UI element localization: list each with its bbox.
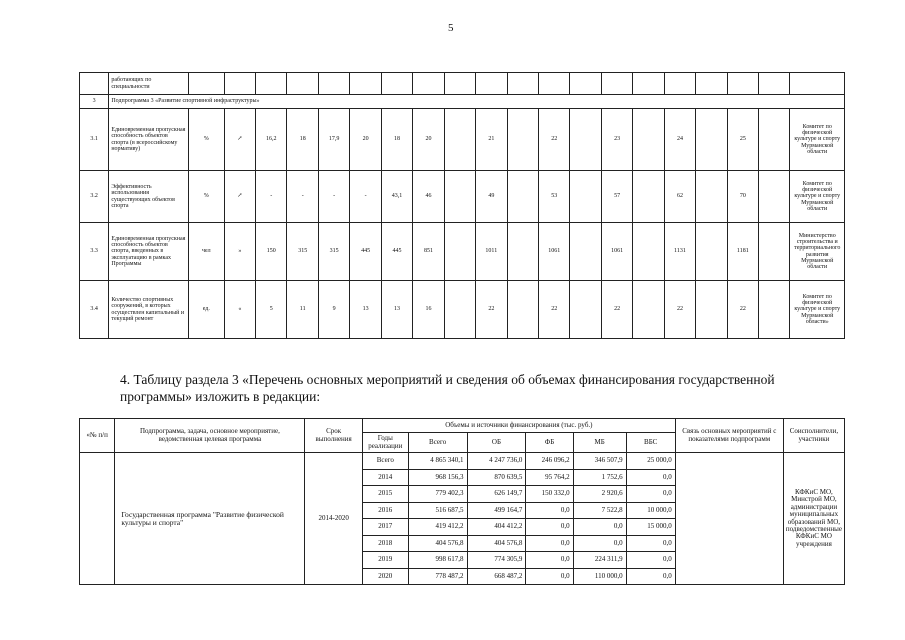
indicator-value: 13 — [350, 281, 381, 339]
indicator-value: - — [350, 171, 381, 223]
responsible: Комитет по физической культуре и спорту Мурманской области — [790, 171, 845, 223]
row-number: 3.2 — [80, 171, 109, 223]
vbs-value: 0,0 — [626, 469, 675, 486]
fb-value: 150 332,0 — [526, 486, 573, 503]
indicator-value: 57 — [601, 171, 632, 223]
page-number: 5 — [448, 22, 454, 34]
indicator-value — [538, 73, 569, 95]
indicator-value — [696, 73, 727, 95]
year: Всего — [362, 453, 408, 470]
total-value: 404 576,8 — [408, 535, 467, 552]
vbs-value: 0,0 — [626, 535, 675, 552]
year: 2016 — [362, 502, 408, 519]
indicator-value: 46 — [413, 171, 444, 223]
mb-value: 7 522,8 — [573, 502, 626, 519]
year: 2015 — [362, 486, 408, 503]
indicator-value: 16 — [413, 281, 444, 339]
indicator-value: 22 — [601, 281, 632, 339]
responsible: Министерство строительства и территориального развития Мурманской области — [790, 223, 845, 281]
indicator-value: - — [287, 171, 318, 223]
indicator-name: Количество спортивных сооружений, в которых осуществлен капитальный и текущий ремонт — [109, 281, 189, 339]
indicator-value: 1061 — [601, 223, 632, 281]
header-program: Подпрограмма, задача, основное мероприятие, ведомственная целевая программа — [115, 419, 305, 453]
financing-row — [80, 453, 845, 470]
indicator-name: Единовременная пропускная способность объектов спорта (в всероссийскому нормативу) — [109, 109, 189, 171]
indicator-value — [318, 73, 349, 95]
vbs-value: 25 000,0 — [626, 453, 675, 470]
indicator-value: 1061 — [538, 223, 569, 281]
section-heading: 4. Таблицу раздела 3 «Перечень основных мероприятий и сведения об объемах финансирования государственной программы» изложить в редакции: — [120, 372, 775, 404]
row-number: 3.3 — [80, 223, 109, 281]
year: 2017 — [362, 519, 408, 536]
ob-value: 774 305,9 — [467, 552, 526, 569]
fb-value: 0,0 — [526, 568, 573, 585]
indicator-value: 20 — [350, 109, 381, 171]
indicator-value — [727, 73, 758, 95]
indicator-value — [413, 73, 444, 95]
indicator-value: 21 — [476, 109, 507, 171]
mb-value: 224 311,9 — [573, 552, 626, 569]
indicator-value: 150 — [256, 223, 287, 281]
indicator-value — [381, 73, 412, 95]
year: 2019 — [362, 552, 408, 569]
row-number: 3.4 — [80, 281, 109, 339]
vbs-value: 0,0 — [626, 568, 675, 585]
indicator-value — [444, 109, 475, 171]
header-years: Годы реализации — [362, 433, 408, 453]
total-value: 779 402,3 — [408, 486, 467, 503]
indicator-value — [664, 73, 695, 95]
indicator-value: 49 — [476, 171, 507, 223]
indicator-value: 53 — [538, 171, 569, 223]
fb-value: 0,0 — [526, 502, 573, 519]
indicator-value — [444, 281, 475, 339]
indicator-value: 22 — [538, 109, 569, 171]
mb-value: 0,0 — [573, 535, 626, 552]
program-name: Государственная программа "Развитие физической культуры и спорта" — [115, 453, 305, 585]
indicator-value: 24 — [664, 109, 695, 171]
ob-value: 668 487,2 — [467, 568, 526, 585]
indicator-value: 16,2 — [256, 109, 287, 171]
link-value — [675, 453, 783, 585]
row-number — [80, 73, 109, 95]
year: 2020 — [362, 568, 408, 585]
indicator-value — [570, 73, 601, 95]
indicators-table — [79, 72, 845, 339]
indicator-value — [759, 171, 790, 223]
header-total: Всего — [408, 433, 467, 453]
total-value: 516 687,5 — [408, 502, 467, 519]
mb-value: 0,0 — [573, 519, 626, 536]
indicator-value — [759, 73, 790, 95]
unit: ед. — [188, 281, 224, 339]
header-num: «№ п/п — [80, 419, 115, 453]
year: 2014 — [362, 469, 408, 486]
indicator-value — [507, 223, 538, 281]
ob-value: 870 639,5 — [467, 469, 526, 486]
indicator-value: 1131 — [664, 223, 695, 281]
dynamics: « — [224, 281, 255, 339]
indicator-value: 62 — [664, 171, 695, 223]
ob-value: 626 149,7 — [467, 486, 526, 503]
header-executors: Соисполнители, участники — [783, 419, 844, 453]
header-fb: ФБ — [526, 433, 573, 453]
indicator-value — [633, 281, 664, 339]
ob-value: 404 412,2 — [467, 519, 526, 536]
subprogram-title: Подпрограмма 3 «Развитие спортивной инфраструктуры» — [109, 95, 845, 109]
indicator-value: 25 — [727, 109, 758, 171]
ob-value: 404 576,8 — [467, 535, 526, 552]
indicator-value: 23 — [601, 109, 632, 171]
indicator-value — [507, 171, 538, 223]
indicator-value — [759, 223, 790, 281]
ob-value: 4 247 736,0 — [467, 453, 526, 470]
indicator-value — [759, 281, 790, 339]
indicator-value: 315 — [318, 223, 349, 281]
indicator-value — [350, 73, 381, 95]
executors-value: КФКиС МО, Минстрой МО, администрации муниципальных образований МО, подведомственные КФКиС МО учреждения — [783, 453, 844, 585]
indicator-value: 43,1 — [381, 171, 412, 223]
indicator-value: 20 — [413, 109, 444, 171]
indicator-value — [633, 223, 664, 281]
indicator-value — [633, 109, 664, 171]
indicator-value — [601, 73, 632, 95]
indicator-value — [696, 223, 727, 281]
dynamics: ↗ — [224, 171, 255, 223]
indicator-value: 22 — [727, 281, 758, 339]
mb-value: 2 920,6 — [573, 486, 626, 503]
mb-value: 1 752,6 — [573, 469, 626, 486]
indicator-value: 9 — [318, 281, 349, 339]
indicator-value — [256, 73, 287, 95]
indicator-value: 70 — [727, 171, 758, 223]
fb-value: 95 764,2 — [526, 469, 573, 486]
indicator-value: 22 — [664, 281, 695, 339]
responsible — [790, 73, 845, 95]
mb-value: 346 507,9 — [573, 453, 626, 470]
dynamics: » — [224, 223, 255, 281]
mb-value: 110 000,0 — [573, 568, 626, 585]
fb-value: 0,0 — [526, 552, 573, 569]
indicator-name: Единовременная пропускная способность объектов спорта, введенных в эксплуатацию в рамках Программы — [109, 223, 189, 281]
indicator-value — [696, 281, 727, 339]
indicator-value: 18 — [287, 109, 318, 171]
fb-value: 246 096,2 — [526, 453, 573, 470]
indicator-value: 22 — [538, 281, 569, 339]
responsible: Комитет по физической культуре и спорту Мурманской области» — [790, 281, 845, 339]
indicator-value — [633, 171, 664, 223]
financing-table — [79, 418, 845, 585]
indicator-value: 17,9 — [318, 109, 349, 171]
total-value: 419 412,2 — [408, 519, 467, 536]
indicator-value — [444, 223, 475, 281]
indicator-value — [507, 73, 538, 95]
year: 2018 — [362, 535, 408, 552]
indicator-value — [570, 281, 601, 339]
unit: чел — [188, 223, 224, 281]
indicator-row — [80, 95, 845, 109]
indicator-value: 1011 — [476, 223, 507, 281]
indicator-value: 851 — [413, 223, 444, 281]
indicator-name: Эффективность использования существующих объектов спорта — [109, 171, 189, 223]
row-number: 3 — [80, 95, 109, 109]
indicator-value — [444, 73, 475, 95]
indicator-value: 1181 — [727, 223, 758, 281]
total-value: 998 617,8 — [408, 552, 467, 569]
indicator-value — [633, 73, 664, 95]
indicator-value — [287, 73, 318, 95]
indicator-value: 22 — [476, 281, 507, 339]
indicator-value: 18 — [381, 109, 412, 171]
vbs-value: 15 000,0 — [626, 519, 675, 536]
indicator-value: - — [318, 171, 349, 223]
vbs-value: 10 000,0 — [626, 502, 675, 519]
indicator-value — [570, 171, 601, 223]
vbs-value: 0,0 — [626, 486, 675, 503]
indicator-value — [696, 171, 727, 223]
total-value: 968 156,3 — [408, 469, 467, 486]
indicator-value: 315 — [287, 223, 318, 281]
header-term: Срок выполнения — [305, 419, 362, 453]
vbs-value: 0,0 — [626, 552, 675, 569]
unit: % — [188, 109, 224, 171]
indicator-value — [696, 109, 727, 171]
indicator-value — [476, 73, 507, 95]
indicator-value — [507, 109, 538, 171]
indicator-row — [80, 109, 845, 171]
header-funding: Объемы и источники финансирования (тыс. руб.) — [362, 419, 675, 433]
indicator-value: 445 — [350, 223, 381, 281]
row-number: 3.1 — [80, 109, 109, 171]
responsible: Комитет по физической культуре и спорту Мурманской области — [790, 109, 845, 171]
indicator-row — [80, 171, 845, 223]
indicator-value — [507, 281, 538, 339]
indicator-row — [80, 223, 845, 281]
indicator-value: 13 — [381, 281, 412, 339]
indicator-value — [759, 109, 790, 171]
indicator-value: 5 — [256, 281, 287, 339]
indicator-value: - — [256, 171, 287, 223]
unit — [188, 73, 224, 95]
indicator-name: работающих по специальности — [109, 73, 189, 95]
total-value: 4 865 340,1 — [408, 453, 467, 470]
indicator-value: 445 — [381, 223, 412, 281]
row-number — [80, 453, 115, 585]
dynamics: ↗ — [224, 109, 255, 171]
header-link: Связь основных мероприятий с показателями подпрограмм — [675, 419, 783, 453]
fb-value: 0,0 — [526, 535, 573, 552]
dynamics — [224, 73, 255, 95]
indicator-value: 11 — [287, 281, 318, 339]
indicator-value — [444, 171, 475, 223]
unit: % — [188, 171, 224, 223]
indicator-row — [80, 281, 845, 339]
header-ob: ОБ — [467, 433, 526, 453]
header-vbs: ВБС — [626, 433, 675, 453]
indicator-value — [570, 223, 601, 281]
indicator-value — [570, 109, 601, 171]
total-value: 778 487,2 — [408, 568, 467, 585]
header-mb: МБ — [573, 433, 626, 453]
fb-value: 0,0 — [526, 519, 573, 536]
ob-value: 499 164,7 — [467, 502, 526, 519]
term-value: 2014-2020 — [305, 453, 362, 585]
indicator-row — [80, 73, 845, 95]
